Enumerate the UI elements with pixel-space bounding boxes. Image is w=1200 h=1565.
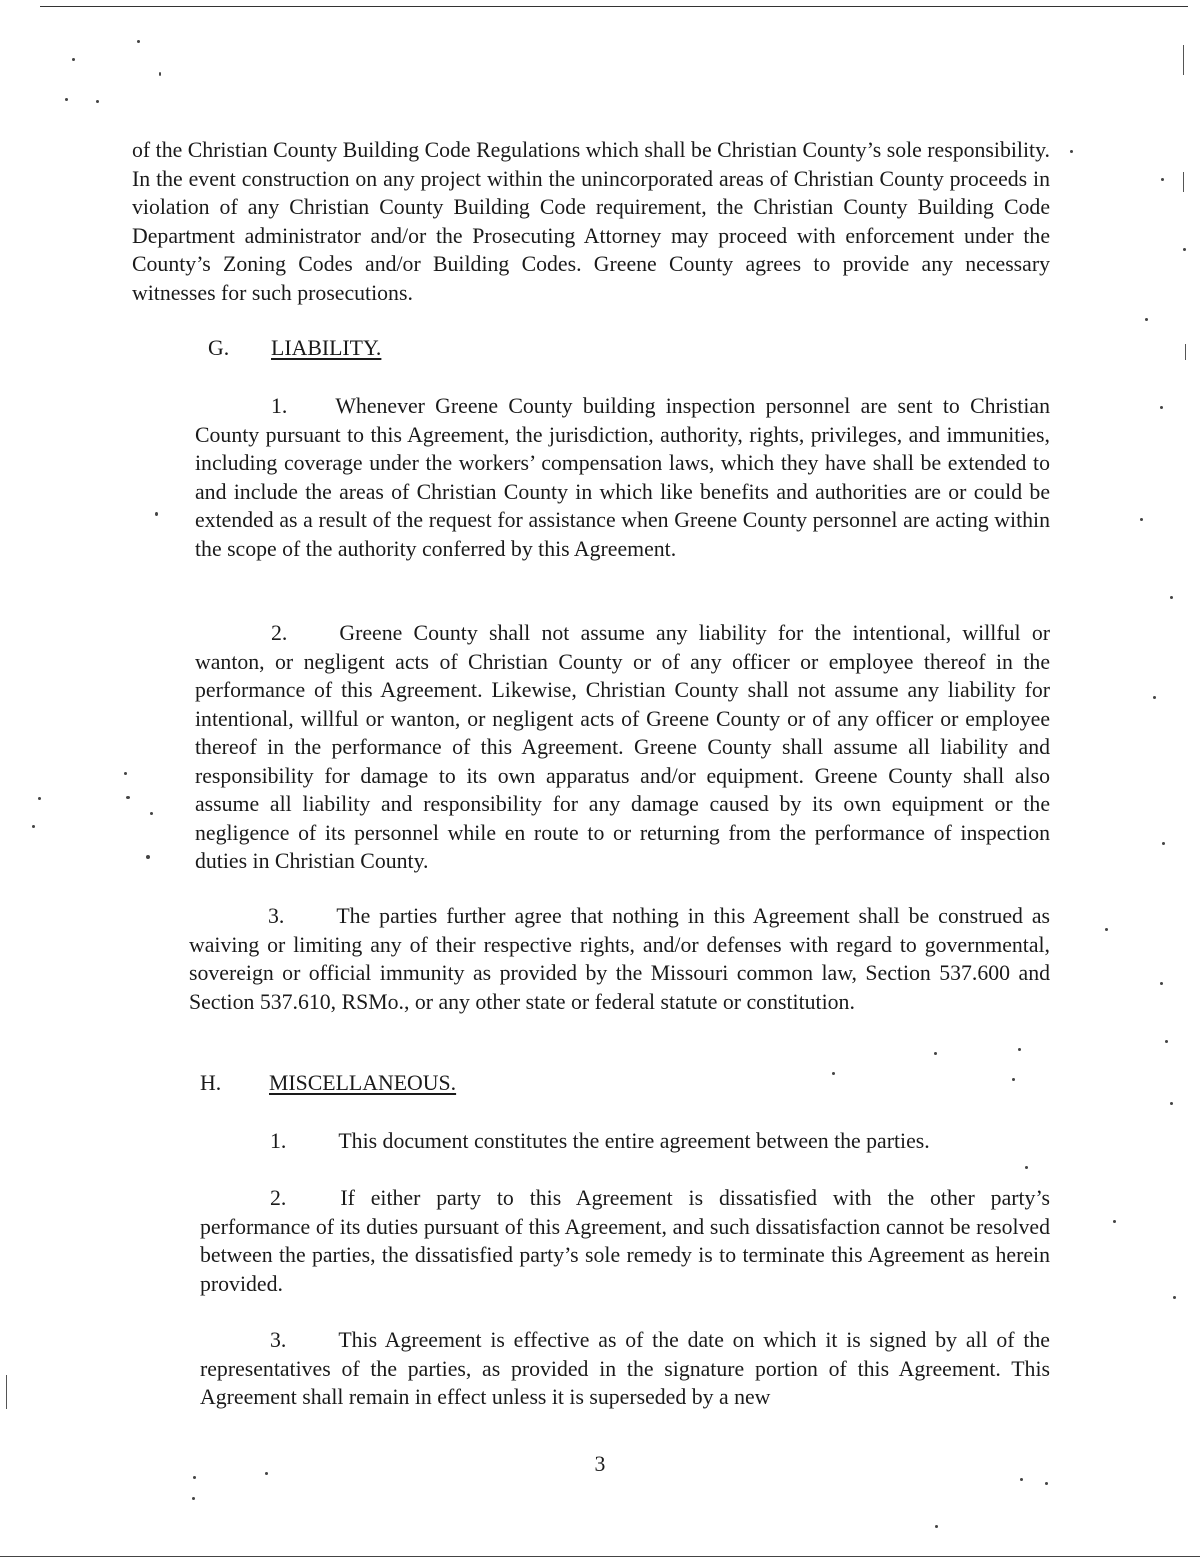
scan-speck bbox=[38, 797, 41, 800]
section-g-item-2 bbox=[195, 619, 1050, 876]
item-number: 1. bbox=[271, 394, 288, 418]
item-text: Greene County shall not assume any liability for the intentional, willful or wanton, or negligent acts of Christian County or of any officer or employee thereof in the performance of this Agreement. Likewise, Christian County shall not assume any liability for intentional, willful or wanton, or negligent acts of Greene County or of any officer or employee thereof in the performance of this Agreement. Greene County shall assume all liability and responsibility for damage to its own apparatus and/or equipment. Greene County shall also assume all liability and responsibility for any damage caused by its own equipment or the negligence of its personnel while en route to or returning from the performance of inspection duties in Christian County. bbox=[195, 621, 1050, 873]
scan-speck bbox=[935, 1525, 938, 1528]
item-number: 3. bbox=[270, 1328, 287, 1352]
scan-speck bbox=[192, 1497, 195, 1500]
scan-speck bbox=[159, 72, 161, 76]
scan-speck bbox=[124, 772, 127, 775]
section-h-title: MISCELLANEOUS. bbox=[269, 1071, 457, 1095]
scan-artifact-bar bbox=[6, 1375, 7, 1409]
scan-speck bbox=[1012, 1078, 1015, 1081]
scan-speck bbox=[1165, 1040, 1168, 1043]
scan-speck bbox=[155, 512, 158, 516]
item-number: 1. bbox=[270, 1129, 287, 1153]
scan-speck bbox=[72, 58, 75, 61]
item-number: 3. bbox=[268, 904, 285, 928]
scan-speck bbox=[32, 825, 35, 828]
bottom-scan-rule bbox=[0, 1556, 1200, 1557]
top-scan-rule bbox=[40, 6, 1188, 7]
scan-speck bbox=[1070, 150, 1073, 153]
scan-speck bbox=[1160, 982, 1163, 985]
scan-speck bbox=[1160, 406, 1163, 409]
scan-speck bbox=[934, 1052, 937, 1055]
item-text: This document constitutes the entire agreement between the parties. bbox=[338, 1129, 930, 1153]
scan-speck bbox=[150, 812, 153, 815]
item-text: This Agreement is effective as of the date on which it is signed by all of the representatives of the parties, as provided in the signature portion of this Agreement. This Agreement shall remain in effect unless it is superseded by a new bbox=[200, 1328, 1050, 1409]
item-text: Whenever Greene County building inspection personnel are sent to Christian County pursuant to this Agreement, the jurisdiction, authority, rights, privileges, and immunities, including coverage under the workers’ compensation laws, which they have shall be extended to and include the areas of Christian County in which like benefits and authorities are or could be extended as a result of the request for assistance when Greene County personnel are acting within the scope of the authority conferred by this Agreement. bbox=[195, 394, 1050, 561]
scan-speck bbox=[1173, 1296, 1176, 1299]
scan-speck bbox=[1018, 1048, 1021, 1051]
scan-speck bbox=[126, 796, 130, 799]
section-h-letter: H. bbox=[200, 1071, 222, 1095]
section-g-item-1 bbox=[195, 392, 1050, 563]
scan-speck bbox=[65, 98, 68, 101]
scan-speck bbox=[146, 855, 150, 859]
section-g-item-3 bbox=[189, 902, 1050, 1016]
scan-speck bbox=[1162, 842, 1165, 845]
item-number: 2. bbox=[271, 621, 288, 645]
scan-speck bbox=[832, 1072, 835, 1075]
scan-speck bbox=[193, 1476, 196, 1479]
scan-speck bbox=[265, 1472, 268, 1475]
scan-speck bbox=[1140, 518, 1143, 521]
scan-speck bbox=[96, 100, 99, 103]
section-g-letter: G. bbox=[208, 336, 230, 360]
section-h-item-1 bbox=[200, 1127, 1050, 1156]
section-g-heading bbox=[208, 334, 381, 362]
scan-speck bbox=[1020, 1478, 1023, 1481]
page-number: 3 bbox=[594, 1452, 606, 1476]
scan-speck bbox=[137, 40, 140, 43]
scan-speck bbox=[1170, 596, 1173, 599]
scan-artifact-bar bbox=[1185, 344, 1186, 360]
item-number: 2. bbox=[270, 1186, 287, 1210]
item-text: The parties further agree that nothing in this Agreement shall be construed as waiving or limiting any of their respective rights, and/or defenses with regard to governmental, sovereign or official immunity as provided by the Missouri common law, Section 537.600 and Section 537.610, RSMo., or any other state or federal statute or constitution. bbox=[189, 904, 1050, 1014]
scan-artifact-bar bbox=[1183, 172, 1184, 192]
section-h-heading bbox=[200, 1069, 456, 1097]
scan-speck bbox=[1025, 1166, 1028, 1169]
scan-speck bbox=[1113, 1220, 1116, 1223]
scan-speck bbox=[1170, 1102, 1173, 1105]
item-text: If either party to this Agreement is dissatisfied with the other party’s performance of its duties pursuant of this Agreement, and such dissatisfaction cannot be resolved between the parties, the dissatisfied party’s sole remedy is to terminate this Agreement as herein provided. bbox=[200, 1186, 1050, 1296]
scan-speck bbox=[1045, 1482, 1048, 1485]
section-h-item-2 bbox=[200, 1184, 1050, 1298]
scan-speck bbox=[1145, 318, 1148, 321]
section-g-title: LIABILITY. bbox=[271, 336, 382, 360]
scan-speck bbox=[1153, 696, 1156, 699]
scan-artifact-bar bbox=[1183, 45, 1184, 75]
scan-speck bbox=[1161, 178, 1164, 181]
scan-speck bbox=[1183, 248, 1186, 251]
section-h-item-3 bbox=[200, 1326, 1050, 1412]
paragraph-intro: of the Christian County Building Code Regulations which shall be Christian County’s sole responsibility. In the event construction on any project within the unincorporated areas of Christian County proceeds in violation of any Christian County Building Code requirement, the Christian County Building Code Department administrator and/or the Prosecuting Attorney may proceed with enforcement under the County’s Zoning Codes and/or Building Codes. Greene County agrees to provide any necessary witnesses for such prosecutions. bbox=[132, 138, 1050, 305]
scan-speck bbox=[1105, 928, 1108, 931]
